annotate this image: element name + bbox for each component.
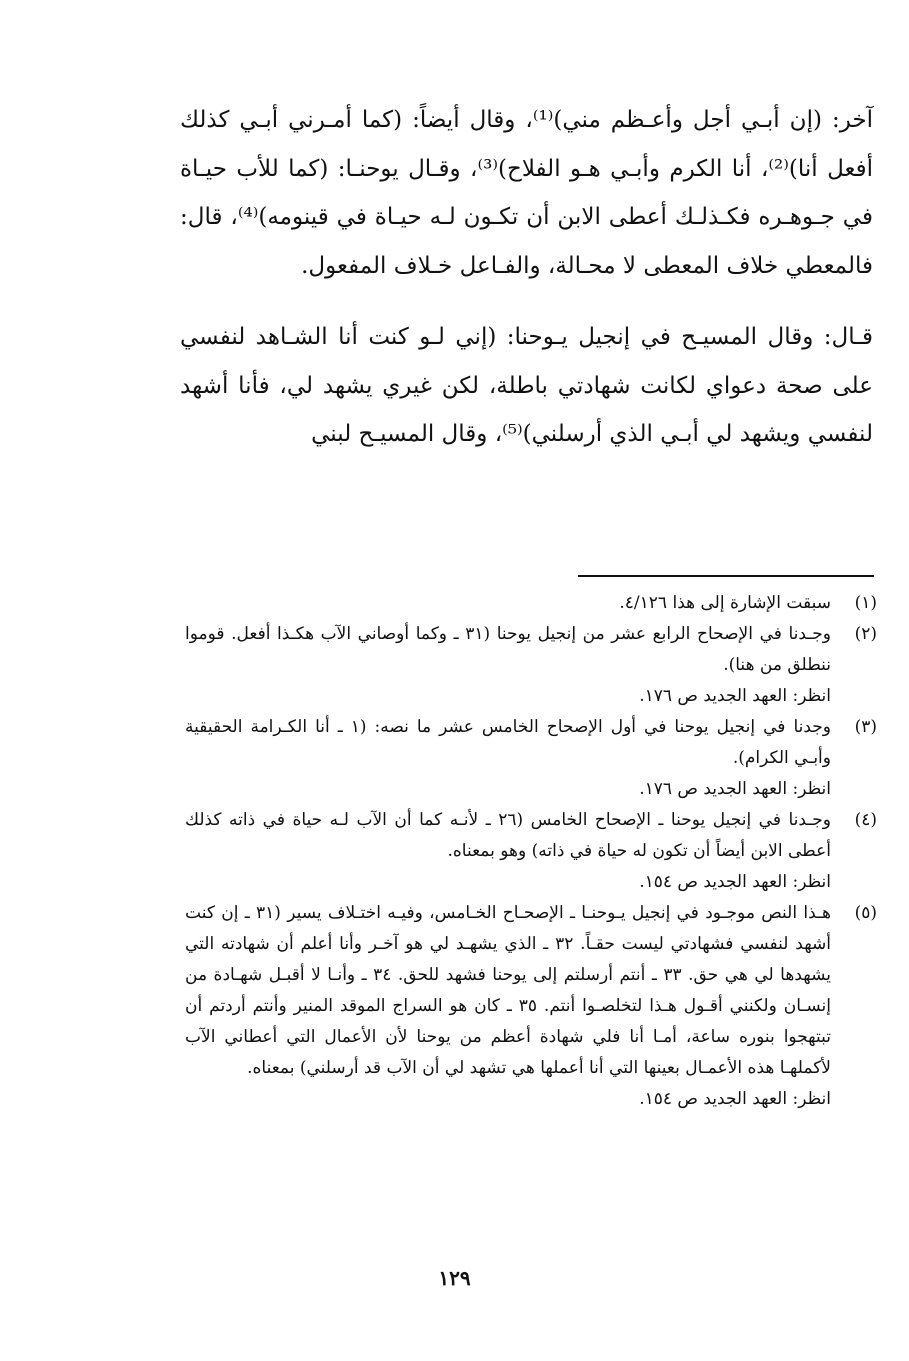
footnote-reference: انظر: العهد الجديد ص ١٧٦. — [639, 686, 831, 706]
footnote — [185, 712, 877, 805]
footnote-text: وجـدنا في الإصحاح الرابع عشر من إنجيل يوحنا (٣١ ـ وكما أوصاني الآب هكـذا أفعل. قوموا ننطلق من هنا). — [185, 624, 831, 675]
paragraph: آخر: (إن أبـي أجل وأعـظم مني)⁽¹⁾، وقال أيضاً: (كما أمـرني أبـي كذلك أفعل أنا)⁽²⁾، أنا الكرم وأبـي هـو الفلاح)⁽³⁾، وقـال يوحنـا: (كما للأب حيـاة في جـوهـره فكـذلـك أعطى الابن أن تكـون لـه حيـاة في قينومه)⁽⁴⁾، قال: فالمعطي خلاف المعطى لا محـالة، والفـاعل خـلاف المفعول. — [180, 107, 873, 279]
footnote — [185, 898, 877, 1115]
footnote-text: وجدنا في إنجيل يوحنا في أول الإصحاح الخامس عشر ما نصه: (١ ـ أنا الكـرامة الحقيقية وأبـي الكرام). — [185, 717, 831, 768]
footnote-text: هـذا النص موجـود في إنجيل يـوحنـا ـ الإصحـاح الخـامس، وفيـه اختـلاف يسير (٣١ ـ إن كنت أشهد لنفسي فشهادتي ليست حقـاً. ٣٢ ـ الذي يشهـد لي هو آخـر وأنا أعلم أن شهادته التي يشهدها لي هي حق. ٣٣ ـ أنتم أرسلتم إلى يوحنا فشهد للحق. ٣٤ ـ وأنـا لا أقبـل شهـادة من إنسـان ولكنني أقـول هـذا لتخلصـوا أنتم. ٣٥ ـ كان هو السراج الموقد المنير وأنتم أردتم أن تبتهجوا بنوره ساعة، أمـا أنا فلي شهادة أعظم من يوحنا لأن الأعمال التي أعطاني الآب لأكملهـا هذه الأعمـال بعينها التي أنا أعملها هي تشهد لي أن الآب قد أرسلني) بمعناه. — [185, 903, 831, 1078]
footnote — [185, 588, 877, 619]
footnote-number: (١) — [854, 593, 877, 613]
paragraph: قـال: وقال المسيـح في إنجيل يـوحنا: (إني لـو كنت أنا الشـاهد لنفسي على صحة دعواي لكانت شهادتي باطلة، لكن غيري يشهد لي، فأنا أشهد لنفسي ويشهد لي أبـي الذي أرسلني)⁽⁵⁾، وقال المسيـح لبني — [180, 324, 873, 447]
footnote-separator — [578, 575, 874, 577]
footnote-reference: انظر: العهد الجديد ص ١٥٤. — [639, 872, 831, 892]
footnote-reference: انظر: العهد الجديد ص ١٧٦. — [639, 779, 831, 799]
footnote-text: سبقت الإشارة إلى هذا ٤/١٢٦. — [619, 593, 831, 613]
footnote-number: (٥) — [854, 903, 877, 923]
footnote-number: (٤) — [854, 810, 877, 830]
page-number: ١٢٩ — [438, 1266, 471, 1290]
footnote-reference: انظر: العهد الجديد ص ١٥٤. — [639, 1089, 831, 1109]
footnote — [185, 805, 877, 898]
footnotes — [185, 588, 877, 1115]
footnote-number: (٢) — [854, 624, 877, 644]
footnote-number: (٣) — [854, 717, 877, 737]
main-text — [180, 96, 873, 459]
footnote-text: وجـدنا في إنجيل يوحنا ـ الإصحاح الخامس (٢٦ ـ لأنـه كما أن الآب لـه حياة في ذاته كذلك أعطى الابن أيضاً أن تكون له حياة في ذاته) وهو بمعناه. — [185, 810, 831, 861]
footnote — [185, 619, 877, 712]
